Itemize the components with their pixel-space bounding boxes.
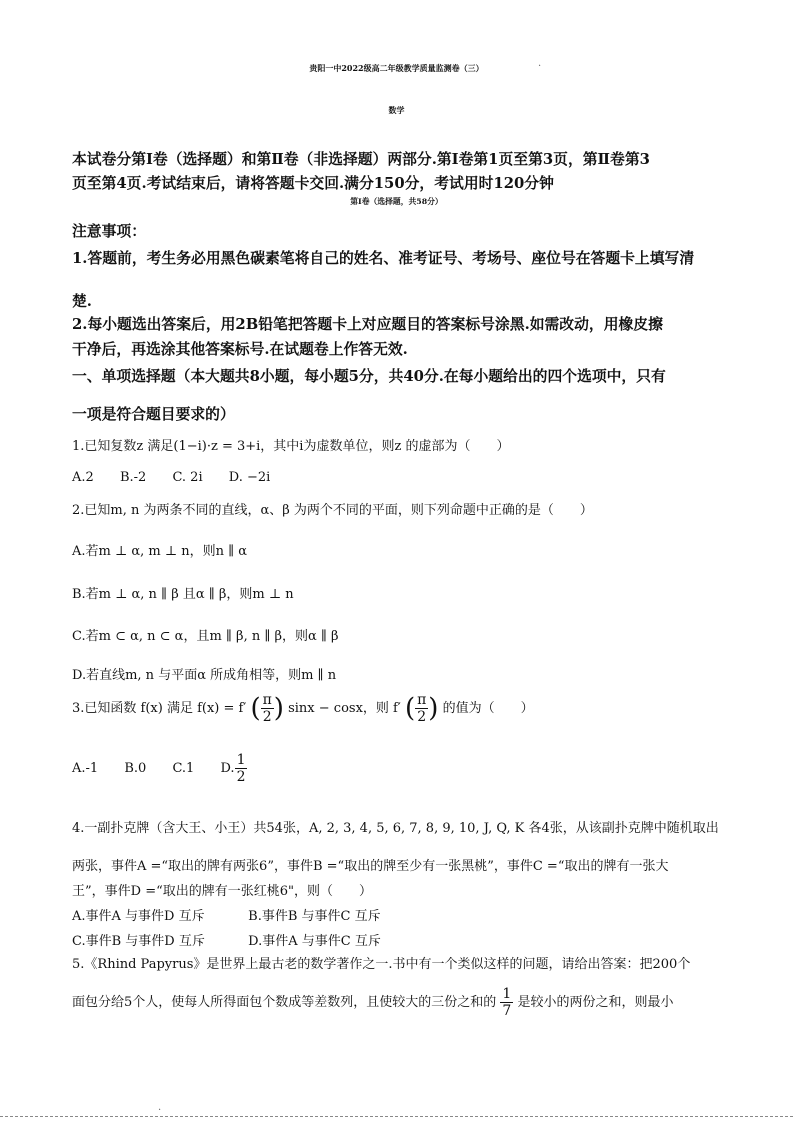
q4-option-c: C.事件B 与事件D 互斥	[72, 934, 205, 949]
q4-line-1: 4.一副扑克牌（含大王、小王）共54张，A, 2, 3, 4, 5, 6, 7, 8, 9, 10, J, Q, K 各4张，从该副扑克牌中随机取出	[72, 821, 719, 836]
subject-title: 数学	[388, 105, 405, 115]
q3-stem-part-c: 的值为（ ）	[442, 701, 534, 716]
q3-paren-open-1: (	[250, 693, 261, 724]
q1-option-c: C. 2i	[172, 470, 203, 485]
q1-options	[72, 470, 292, 485]
q2-option-d: D.若直线m, n 与平面α 所成角相等，则m ∥ n	[72, 668, 337, 683]
q1-option-d: D. −2i	[228, 470, 271, 485]
q2-stem: 2.已知m, n 为两条不同的直线，α、β 为两个不同的平面，则下列命题中正确的是（ ）	[72, 503, 593, 518]
section1-line-1: 一、单项选择题（本大题共8小题，每小题5分，共40分.在每小题给出的四个选项中，只有	[72, 368, 666, 385]
q4-option-b: B.事件B 与事件C 互斥	[248, 909, 381, 924]
q3-paren-close-1: )	[273, 693, 284, 724]
q3-frac-num-b: π	[417, 692, 427, 708]
q3-option-d-den: 2	[236, 769, 246, 785]
q4-options-row-1	[72, 905, 403, 924]
q3-option-d: D.	[220, 761, 235, 776]
notice-heading: 注意事项：	[72, 223, 146, 240]
q2-option-a: A.若m ⊥ α, m ⊥ n，则n ∥ α	[72, 544, 247, 559]
q3-frac-num: π	[262, 692, 272, 708]
page-bottom-rule	[0, 1116, 793, 1117]
intro-line-2: 页至第4页.考试结束后，请将答题卡交回.满分150分，考试用时120分钟	[72, 175, 554, 192]
q3-frac-pi-over-2-b	[415, 692, 428, 725]
q1-option-a: A.2	[72, 470, 94, 485]
scan-dot: .	[538, 58, 542, 69]
q4-line-2: 两张，事件A =“取出的牌有两张6”，事件B =“取出的牌至少有一张黑桃”，事件C =“取出的牌有一张大	[72, 859, 669, 874]
q5-frac-num: 1	[502, 986, 512, 1002]
notice-item-2-line-2: 干净后，再选涂其他答案标号.在试题卷上作答无效.	[72, 341, 408, 358]
intro-line-1: 本试卷分第Ⅰ卷（选择题）和第Ⅱ卷（非选择题）两部分.第Ⅰ卷第1页至第3页，第Ⅱ卷第3	[72, 151, 650, 168]
q5-line-2-part-a: 面包分给5个人，使每人所得面包个数成等差数列，且使较大的三份之和的	[72, 995, 497, 1010]
q5-line-2	[72, 986, 674, 1019]
q3-options	[72, 752, 291, 785]
q3-option-d-num: 1	[236, 752, 246, 768]
q5-frac-den: 7	[502, 1003, 512, 1019]
q3-paren-open-2: (	[404, 693, 416, 724]
page-title: 贵阳一中2022级高二年级教学质量监测卷（三）	[309, 63, 484, 73]
notice-item-1-line-1: 1.答题前，考生务必用黑色碳素笔将自己的姓名、准考证号、考场号、座位号在答题卡上填写清	[72, 250, 695, 267]
q3-stem	[72, 692, 534, 725]
q3-frac-pi-over-2-a	[261, 692, 274, 725]
q3-option-c: C.1	[172, 761, 195, 776]
q3-stem-part-a: 3.已知函数 f(x) 满足 f(x) = f′	[72, 701, 247, 716]
q3-option-b: B.0	[124, 761, 147, 776]
q4-option-d: D.事件A 与事件C 互斥	[248, 934, 381, 949]
q4-options-row-2	[72, 930, 403, 949]
part1-heading: 第Ⅰ卷（选择题，共58分）	[350, 197, 443, 206]
q4-line-3: 王”，事件D =“取出的牌有一张红桃6"，则（ ）	[72, 884, 372, 899]
q3-stem-part-b: sinx − cosx，则 f′	[288, 701, 401, 716]
scan-dot-bottom: .	[158, 1102, 162, 1113]
q5-frac-one-seventh	[500, 986, 513, 1019]
q2-option-c: C.若m ⊂ α, n ⊂ α，且m ∥ β, n ∥ β，则α ∥ β	[72, 629, 339, 644]
notice-item-1-line-2: 楚.	[72, 293, 92, 310]
q4-option-a: A.事件A 与事件D 互斥	[72, 909, 205, 924]
q3-option-d-frac	[235, 752, 270, 785]
q3-paren-close-2: )	[428, 693, 439, 724]
notice-item-2-line-1: 2.每小题选出答案后，用2B铅笔把答题卡上对应题目的答案标号涂黑.如需改动，用橡皮擦	[72, 316, 663, 333]
q3-frac-den-b: 2	[417, 709, 427, 725]
q2-option-b: B.若m ⊥ α, n ∥ β 且α ∥ β，则m ⊥ n	[72, 587, 294, 602]
q3-option-a: A.-1	[72, 761, 99, 776]
section1-line-2: 一项是符合题目要求的）	[72, 406, 235, 423]
q5-line-2-part-b: 是较小的两份之和，则最小	[517, 995, 674, 1010]
q1-option-b: B.-2	[119, 470, 147, 485]
q3-frac-den: 2	[262, 709, 272, 725]
q5-line-1: 5.《Rhind Papyrus》是世界上最古老的数学著作之一.书中有一个类似这样的问题，请给出答案：把200个	[72, 957, 691, 972]
q1-stem: 1.已知复数z 满足(1−i)·z = 3+i，其中i为虚数单位，则z 的虚部为（ ）	[72, 439, 510, 454]
